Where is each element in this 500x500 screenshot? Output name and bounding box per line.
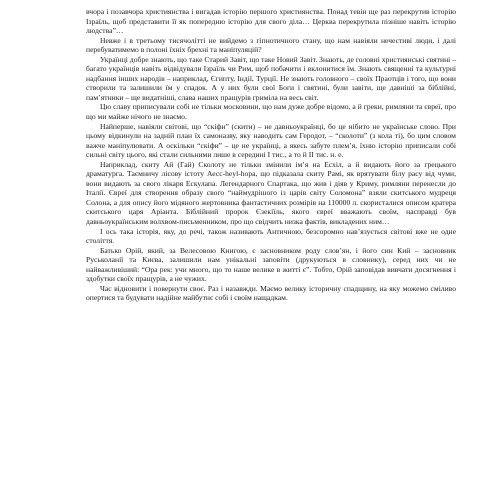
paragraph: Найперше, навіяли світові, що “скіфи” (скити) – не давньоукраїнці, бо це нібито не українське слово. При цьому відкинули на задній план їх самоназву, яку наводить сам Геродот, – “сколоти” (з кола ті), бо цим словом важче маніпулювати. А оскільки “скіфи” – це не українці, а якесь забуте плем’я, їхню історію приписали собі сильні світу цього, які стали сильними лише в середині І тис., а то й ІІ тис. н. е. xyxy=(86,121,456,160)
paragraph: І ось така історія, яку, до речі, також називають Античною, безсоромно нав’язується світові вже не одне століття. xyxy=(86,226,456,246)
paragraph: Час відновити і повернути своє. Раз і назавжди. Маємо велику історичну спадщину, на яку можемо сміливо опертися та будувати надійне майбутнє собі і своїм нащадкам. xyxy=(86,283,456,303)
paragraph: Батько Орій, який, за Велесовою Книгою, є засновником роду слов’ян, і його син Кий – засновник Руськоланії та Києва, залишили нам унікальні заповіти (друкуються в словнику), серед них чи не найважливіший: “Ора рек: учи много, що то наше велике в житті є”. Тобто, Орій заповідав вивчати досягнення і здобутки своїх пращурів, а не чужих. xyxy=(86,245,456,284)
paragraph: вчора і позавчора християнства і вигадав історію першого християнства. Понад тевін ще раз перекрутив історію Ізраїль, щоб представити її як попередню історію для свого діла… Церква перекрутила пізніше навіть історію людства”… xyxy=(86,7,456,36)
paragraph: Українці добре знають, що таке Старий Завіт, що таке Новий Завіт. Знають, де головні християнські святині – багато українців навіть відвідували Ізраїль чи Рим, щоб побачити і вклонитися їм. Знають священні та культурні надбання інших народів – наприклад, Єгипту, Індії, Турції. Не знають головного – своїх Праотців і того, що вони створили та залишили їм у спадок. А у них були свої Боги і святині, були завіти, ще давніші за біблійні, пам’ятники – ще видатніші, слава наших пращурів гриміла на весь світ. xyxy=(86,54,456,102)
paragraph: Невже і в третьому тисячолітті не вийдемо з гіпнотичного стану, що нам навіяли нечестиві люди, і далі перебуватимемо в полоні їхніх брехні та маніпуляцій? xyxy=(86,35,456,55)
paragraph: Наприклад, скиту Ай (Гай) Сколоту не тільки змінили ім’я на Есхіл, а й видають його за грецького драматурга. Таємничу лісову істоту Аесс-heyl-hора, що підказала скиту Рамі, як врятувати білу расу від чуми, вони видають за свого лікаря Ескулапа. Легендарного Спартака, що жив і діяв у Криму, римляни перенесли до Італії. Євреї для створення образу свого “наймудрішого із царів світу Соломона” взяли скитського мудреця Солона, а для опису його мідяного жертовника фантастичних розмірів на 110000 л. скористалися описом кратера скитського царя Аріанта. Біблійний пророк Єзекіїль, якого євреї вважають своїм, насправді був давньоукраїнським волхвом-письменником, про що свідчить низка фактів, викладених ним… xyxy=(86,159,456,227)
paragraph: Цю славу приписували собі не тільки московини, що нам дуже добре відомо, а й греки, римляни та євреї, про що ми майже нічого не знаємо. xyxy=(86,102,456,122)
body-text xyxy=(86,7,456,303)
